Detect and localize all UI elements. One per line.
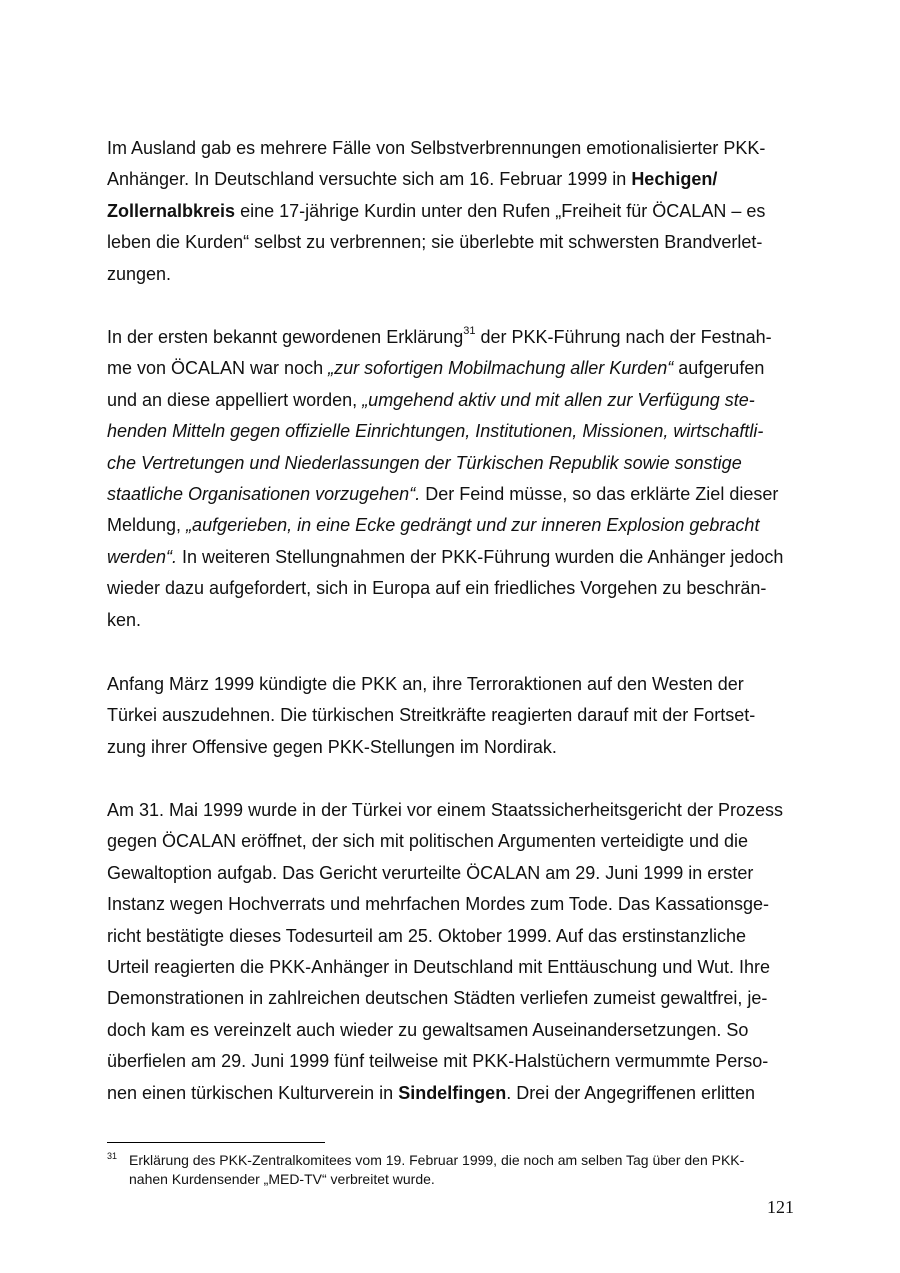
text-line: [107, 448, 799, 479]
paragraph: [107, 795, 799, 1109]
text-line: [107, 826, 799, 857]
text-span: Demonstrationen in zahlreichen deutschen Städten verliefen zumeist gewaltfrei, je-: [107, 988, 768, 1009]
text-span: leben die Kurden“ selbst zu verbrennen; sie überlebte mit schwersten Brandverlet-: [107, 232, 763, 253]
footnote-line: nahen Kurdensender „MED-TV“ verbreitet wurde.: [129, 1171, 435, 1187]
footnote-reference: 31: [463, 325, 476, 337]
text-span: In der ersten bekannt gewordenen Erklärung: [107, 327, 464, 347]
italic-quote: „zur sofortigen Mobilmachung aller Kurden“: [328, 358, 674, 379]
italic-quote: werden“.: [107, 546, 178, 567]
text-line: [107, 700, 799, 731]
text-line: [107, 164, 799, 195]
text-line: [107, 858, 799, 889]
text-span: zung ihrer Offensive gegen PKK-Stellungen im Nordirak.: [107, 736, 557, 757]
text-line: [107, 605, 799, 636]
text-span: Instanz wegen Hochverrats und mehrfachen Mordes zum Tode. Das Kassationsge-: [107, 894, 770, 915]
bold-text: Sindelfingen: [398, 1082, 507, 1103]
paragraph: [107, 133, 799, 290]
text-line: [107, 669, 799, 700]
footnote: [107, 1151, 799, 1189]
text-span: eine 17-jährige Kurdin unter den Rufen „Freiheit für ÖCALAN – es: [235, 200, 766, 221]
text-line: [107, 1078, 799, 1109]
text-span: gegen ÖCALAN eröffnet, der sich mit politischen Argumenten verteidigte und die: [107, 831, 749, 852]
text-line: [107, 353, 799, 384]
footnote-separator: [107, 1142, 325, 1143]
text-span: Anhänger. In Deutschland versuchte sich am 16. Februar 1999 in: [107, 169, 632, 190]
text-line: [107, 322, 799, 353]
paragraph: [107, 322, 799, 636]
text-line: [107, 889, 799, 920]
text-span: Gewaltoption aufgab. Das Gericht verurteilte ÖCALAN am 29. Juni 1999 in erster: [107, 862, 754, 883]
footnote-line: Erklärung des PKK-Zentralkomitees vom 19. Februar 1999, die noch am selben Tag über den PKK-: [129, 1152, 745, 1168]
text-span: Der Feind müsse, so das erklärte Ziel dieser: [420, 484, 779, 505]
text-line: [107, 795, 799, 826]
text-span: doch kam es vereinzelt auch wieder zu gewaltsamen Auseinandersetzungen. So: [107, 1019, 749, 1040]
italic-quote: „aufgerieben, in eine Ecke gedrängt und zur inneren Explosion gebracht: [186, 515, 760, 536]
footnote-number: 31: [107, 1151, 118, 1161]
text-line: [107, 133, 799, 164]
text-line: [107, 479, 799, 510]
text-span: Im Ausland gab es mehrere Fälle von Selbstverbrennungen emotionalisierter PKK-: [107, 138, 766, 158]
text-line: [107, 1046, 799, 1077]
text-span: Urteil reagierten die PKK-Anhänger in Deutschland mit Enttäuschung und Wut. Ihre: [107, 957, 771, 978]
text-line: [107, 542, 799, 573]
bold-text: Hechigen/: [631, 169, 718, 190]
text-span: Meldung,: [107, 515, 187, 536]
text-span: zungen.: [107, 263, 172, 284]
text-line: [107, 196, 799, 227]
text-line: [107, 259, 799, 290]
text-span: richt bestätigte dieses Todesurteil am 25. Oktober 1999. Auf das erstinstanzliche: [107, 925, 747, 946]
text-line: [107, 921, 799, 952]
italic-quote: henden Mitteln gegen offizielle Einrichtungen, Institutionen, Missionen, wirtschaftli-: [107, 421, 764, 442]
text-span: überfielen am 29. Juni 1999 fünf teilweise mit PKK-Halstüchern vermummte Perso-: [107, 1051, 769, 1072]
italic-quote: che Vertretungen und Niederlassungen der Türkischen Republik sowie sonstige: [107, 452, 742, 473]
text-span: nen einen türkischen Kulturverein in: [107, 1082, 399, 1103]
text-span: In weiteren Stellungnahmen der PKK-Führung wurden die Anhänger jedoch: [177, 546, 784, 567]
text-span: der PKK-Führung nach der Festnah-: [475, 327, 772, 347]
text-line: [107, 416, 799, 447]
text-span: wieder dazu aufgefordert, sich in Europa auf ein friedliches Vorgehen zu beschrän-: [107, 578, 767, 599]
bold-text: Zollernalbkreis: [107, 200, 236, 221]
text-line: [107, 952, 799, 983]
text-line: [107, 732, 799, 763]
text-line: [107, 385, 799, 416]
page-number: 121: [767, 1197, 794, 1217]
text-span: . Drei der Angegriffenen erlitten: [506, 1082, 756, 1103]
text-span: me von ÖCALAN war noch: [107, 358, 329, 379]
text-line: [107, 510, 799, 541]
text-line: [107, 227, 799, 258]
text-line: [107, 573, 799, 604]
text-line: [107, 983, 799, 1014]
text-span: Am 31. Mai 1999 wurde in der Türkei vor einem Staatssicherheitsgericht der Prozess: [107, 800, 783, 820]
text-span: und an diese appelliert worden,: [107, 389, 363, 410]
italic-quote: „umgehend aktiv und mit allen zur Verfügung ste-: [362, 389, 755, 410]
text-span: aufgerufen: [673, 358, 765, 379]
paragraph: [107, 669, 799, 763]
text-line: [107, 1015, 799, 1046]
italic-quote: staatliche Organisationen vorzugehen“.: [107, 484, 421, 505]
text-span: Türkei auszudehnen. Die türkischen Streitkräfte reagierten darauf mit der Fortset-: [107, 705, 756, 726]
text-span: Anfang März 1999 kündigte die PKK an, ihre Terroraktionen auf den Westen der: [107, 674, 744, 694]
text-span: ken.: [107, 609, 142, 630]
